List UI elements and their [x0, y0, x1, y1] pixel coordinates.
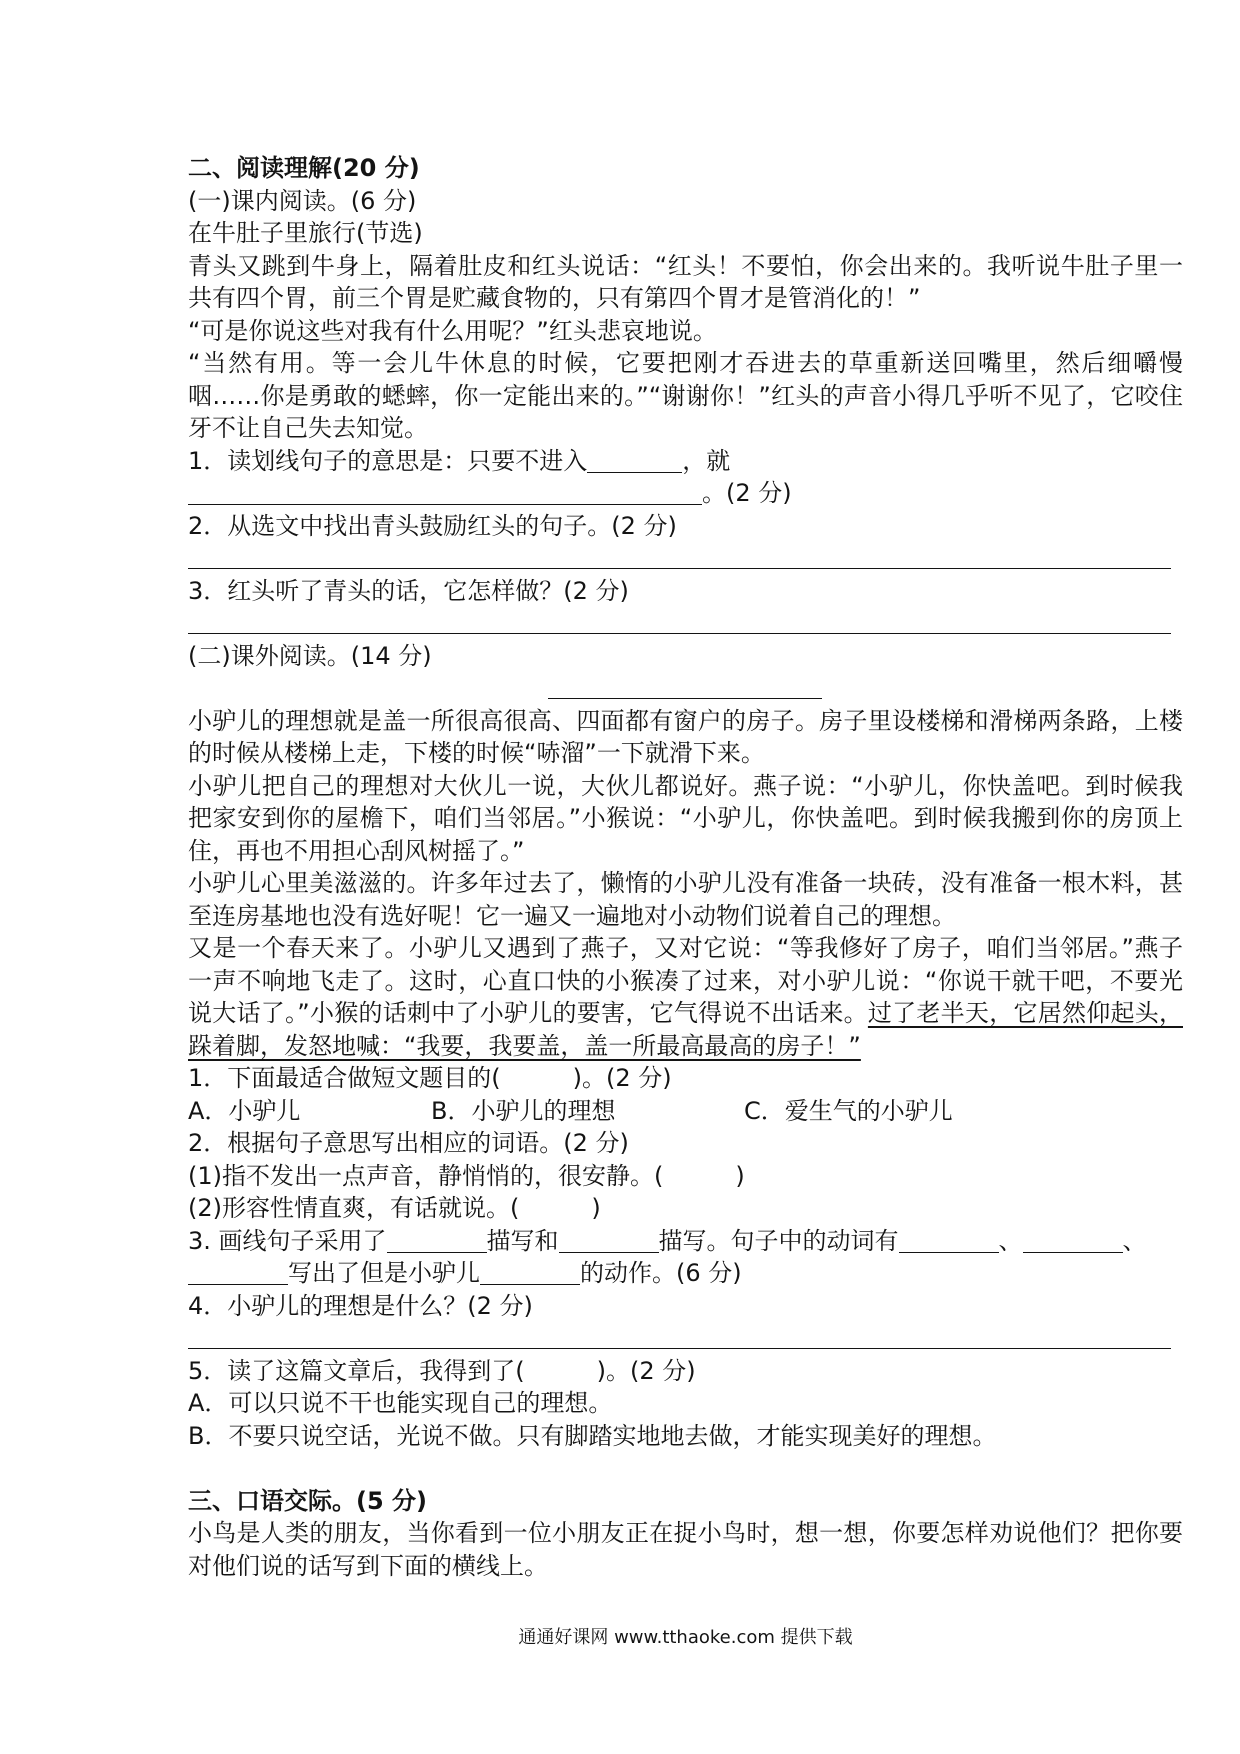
passage2-paragraph-3: 小驴儿心里美滋滋的。许多年过去了，懒惰的小驴儿没有准备一块砖，没有准备一根木料，甚至连房基地也没有选好呢！它一遍又一遍地对小动物们说着自己的理想。: [188, 869, 1183, 930]
answer-line: [188, 542, 1171, 569]
answer-blank: [559, 1252, 659, 1253]
option-b: B．小驴儿的理想: [431, 1096, 616, 1125]
answer-blank: [1023, 1252, 1123, 1253]
part1-question-1-continuation: [188, 477, 1183, 510]
part1-question-3: 3．红头听了青头的话，它怎样做？(2 分): [188, 576, 629, 605]
answer-blank: [387, 1252, 487, 1253]
section3-heading: 三、口语交际。(5 分): [188, 1486, 427, 1515]
passage2-paragraph-4: [188, 932, 1183, 1062]
part2-question-5: 5．读了这篇文章后，我得到了( )。(2 分): [188, 1356, 696, 1385]
part2-heading: (二)课外阅读。(14 分): [188, 641, 432, 670]
question-text: 、: [998, 1226, 1023, 1255]
part1-question-1: [188, 445, 1183, 478]
part2-question-1: 1．下面最适合做短文题目的( )。(2 分): [188, 1064, 672, 1092]
page-footer: 通通好课网 www.tthaoke.com 提供下载: [518, 1627, 853, 1648]
question-text: 的动作。(6 分): [580, 1259, 742, 1287]
answer-line: [188, 607, 1171, 634]
underlined-sentence: 过了老半天，它居然仰起头，跺着脚，发怒地喊：“我要，我要盖，盖一所最高最高的房子！”: [188, 999, 1183, 1060]
option-a: A．小驴儿: [188, 1096, 301, 1125]
question-text: 描写。句子中的动词有: [658, 1226, 899, 1255]
passage1-title: 在牛肚子里旅行(节选): [188, 219, 423, 247]
answer-blank: [587, 472, 682, 473]
answer-blank: [188, 1284, 288, 1285]
passage1-paragraph-1: 青头又跳到牛身上，隔着肚皮和红头说话：“红头！不要怕，你会出来的。我听说牛肚子里一共有四个胃，前三个胃是贮藏食物的，只有第四个胃才是管消化的！”: [188, 251, 1183, 312]
answer-blank: [899, 1252, 999, 1253]
part2-question-2-item-2: (2)形容性情直爽，有话就说。( ): [188, 1194, 601, 1222]
paragraph-text: 又是一个春天来了。小驴儿又遇到了燕子，又对它说：“等我修好了房子，咱们当邻居。”燕子一声不响地飞走了。这时，心直口快的小猴凑了过来，对小驴儿说：“你说干就干吧，不要光说大话了。”小猴的话刺中了小驴儿的要害，它气得说不出话来。: [188, 934, 1183, 1027]
part2-question-2-item-1: (1)指不发出一点声音，静悄悄的，很安静。( ): [188, 1161, 745, 1190]
passage2-title-blank: [548, 672, 822, 699]
answer-blank: [188, 504, 702, 505]
option-c: C．爱生气的小驴儿: [744, 1096, 953, 1125]
passage2-paragraph-2: 小驴儿把自己的理想对大伙儿一说，大伙儿都说好。燕子说：“小驴儿，你快盖吧。到时候我把家安到你的屋檐下，咱们当邻居。”小猴说：“小驴儿，你快盖吧。到时候我搬到你的房顶上住，再也不用担心刮风树摇了。”: [188, 771, 1183, 865]
question-text: 描写和: [486, 1226, 559, 1255]
answer-line: [188, 1322, 1171, 1349]
passage1-paragraph-2: “可是你说这些对我有什么用呢？”红头悲哀地说。: [188, 316, 717, 345]
answer-blank: [480, 1284, 580, 1285]
part2-question-3: [188, 1225, 1183, 1258]
question-text: 、: [1122, 1226, 1147, 1255]
part1-question-2: 2．从选文中找出青头鼓励红头的句子。(2 分): [188, 511, 677, 540]
passage1-paragraph-3: “当然有用。等一会儿牛休息的时候，它要把刚才吞进去的草重新送回嘴里，然后细嚼慢咽……你是勇敢的蟋蟀，你一定能出来的。”“谢谢你！”红头的声音小得几乎听不见了，它咬住牙不让自己失去知觉。: [188, 349, 1183, 442]
part1-heading: (一)课内阅读。(6 分): [188, 186, 417, 215]
passage2-paragraph-1: 小驴儿的理想就是盖一所很高很高、四面都有窗户的房子。房子里设楼梯和滑梯两条路，上楼的时候从楼梯上走，下楼的时候“哧溜”一下就滑下来。: [188, 706, 1183, 767]
exam-content: [188, 152, 1183, 1582]
question-text: 写出了但是小驴儿: [288, 1259, 480, 1287]
part2-question-1-options: [188, 1095, 1183, 1128]
question-text: 。(2 分): [702, 479, 792, 507]
part2-question-5-option-a: A．可以只说不干也能实现自己的理想。: [188, 1389, 613, 1417]
part2-question-3-continuation: [188, 1257, 1183, 1290]
part2-question-2: 2．根据句子意思写出相应的词语。(2 分): [188, 1129, 629, 1157]
section-spacer: [188, 1452, 1183, 1485]
question-text: 1．读划线句子的意思是：只要不进入: [188, 446, 588, 475]
section3-prompt: 小鸟是人类的朋友，当你看到一位小朋友正在捉小鸟时，想一想，你要怎样劝说他们？把你要对他们说的话写到下面的横线上。: [188, 1519, 1183, 1580]
question-text: ，就: [682, 446, 731, 475]
part2-question-5-option-b: B．不要只说空话，光说不做。只有脚踏实地地去做，才能实现美好的理想。: [188, 1421, 997, 1450]
question-text: 3. 画线句子采用了: [188, 1226, 387, 1255]
part2-question-4: 4．小驴儿的理想是什么？(2 分): [188, 1291, 533, 1320]
section2-heading: 二、阅读理解(20 分): [188, 154, 420, 182]
